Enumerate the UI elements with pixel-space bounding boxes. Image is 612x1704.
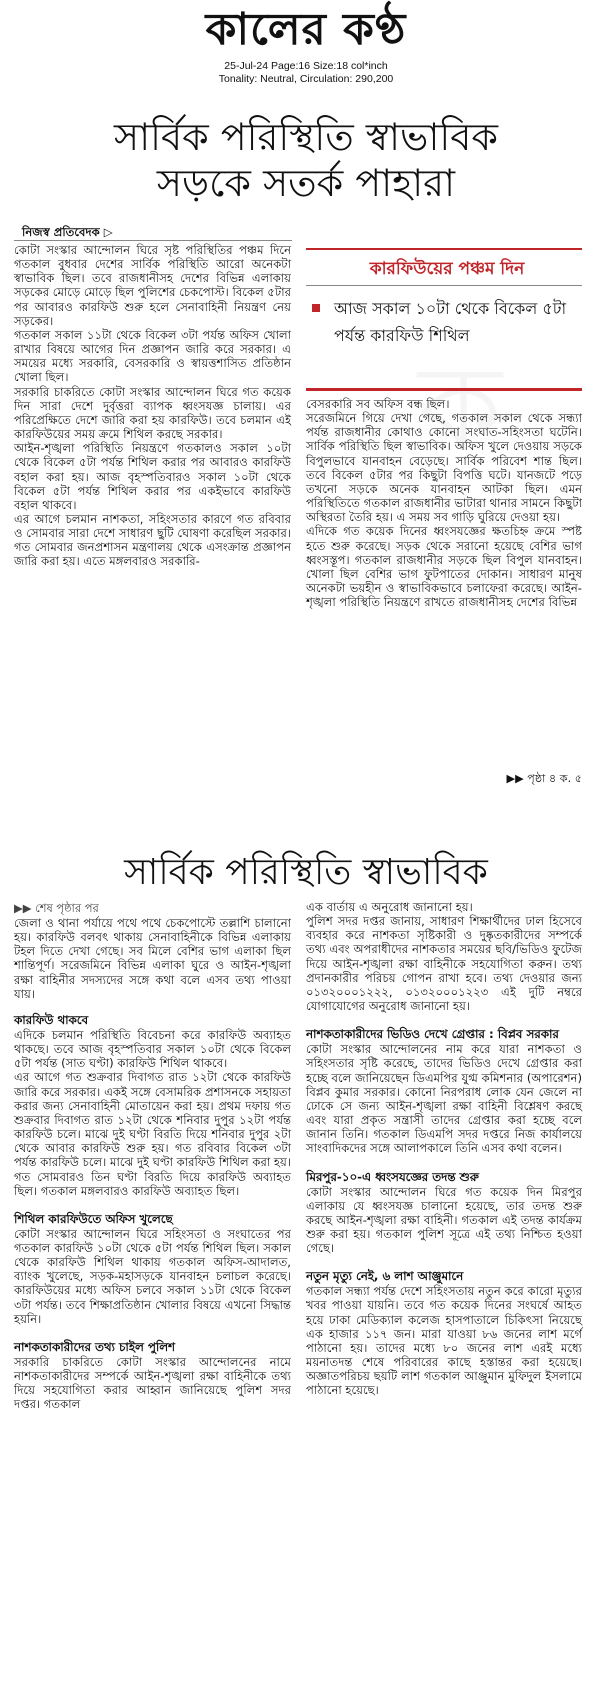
- subhead-police: নাশকতাকারীদের তথ্য চাইল পুলিশ: [14, 1339, 176, 1354]
- paragraph: জেলা ও থানা পর্যায়ে পথে পথে চেকপোস্টে তল্লাশি চালানো হয়। কারফিউ বলবৎ থাকায় সেনাবাহিনীকে বিভিন্ন এলাকায় টহল দিতে দেখা গেছে। সব মিলে বেশির ভাগ এলাকা ছিল শান্তিপূর্ণ। সরেজমিনে বিভিন্ন এলাকা ঘুরে ও আইন-শৃঙ্খলা রক্ষা বাহিনীর সদস্যদের সঙ্গে কথা বলে এসব তথ্য পাওয়া যায়।: [14, 916, 291, 1001]
- continuation-headline: সার্বিক পরিস্থিতি স্বাভাবিক: [124, 852, 488, 893]
- curfew-box-top-rule: [306, 248, 582, 250]
- headline-line-1: সার্বিক পরিস্থিতি স্বাভাবিক: [114, 115, 498, 159]
- clipping-meta-tonality: Tonality: Neutral, Circulation: 290,200: [218, 73, 394, 85]
- clipping-meta-date-size: 25-Jul-24 Page:16 Size:18 col*inch: [224, 60, 388, 72]
- paragraph: গতকাল সন্ধ্যা পর্যন্ত দেশে সহিংসতায় নতুন করে কারো মৃত্যুর খবর পাওয়া যায়নি। তবে গত কয়েক দিনের সংঘর্ষে আহত হয়ে ঢাকা মেডিক্যাল কলেজ হাসপাতালে চিকিৎসা নিয়েছে এক হাজার ১১৭ জন। মারা যাওয়া ৮৬ জনের লাশ মর্গে পাঠানো হয়। তাদের মধ্যে ৮০ জনের লাশ এরই মধ্যে ময়নাতদন্ত শেষে পরিবারের কাছে হস্তান্তর করা হয়েছে। অজ্ঞাতপরিচয় ছয়টি লাশ গতকাল আঞ্জুমান মুফিদুল ইসলামে পাঠানো হয়েছে।: [306, 1284, 582, 1398]
- byline: নিজস্ব প্রতিবেদক ▷: [22, 225, 113, 239]
- callout-bullet-icon: [312, 304, 320, 312]
- paragraph: কোটা সংস্কার আন্দোলন ঘিরে গত কয়েক দিন মিরপুর এলাকায় যে ধ্বংসযজ্ঞ চালানো হয়েছে, তার তদন্ত শুরু করছে আইন-শৃঙ্খলা রক্ষা বাহিনী। গতকাল এই তদন্ত কার্যক্রম শুরু করা হয়। গতকাল পুলিশ সূত্রে এই তথ্য নিশ্চিত হওয়া গেছে।: [306, 1184, 582, 1256]
- subhead-curfew: কারফিউ থাকবে: [14, 1012, 89, 1027]
- paragraph: কোটা সংস্কার আন্দোলনের নাম করে যারা নাশকতা ও সহিংসতার সৃষ্টি করেছে, তাদের ভিডিও দেখে গ্রেপ্তার করা হচ্ছে বলে জানিয়েছেন ডিএমপির যুগ্ম কমিশনার (অপারেশন) বিপ্লব কুমার সরকার। কোনো নিরপরাধ লোক যেন জেলে না ঢোকে সে জন্য আইন-শৃঙ্খলা রক্ষা বাহিনী বিশ্লেষণ করছে এবং যারা প্রকৃত সন্ত্রাসী তাদের গ্রেপ্তার করা হচ্ছে বলে জানান তিনি। গতকাল ডিএমপি সদর দপ্তরে নিজ কার্যালয়ে সাংবাদিকদের সঙ্গে আলাপকালে তিনি এসব কথা বলেন।: [306, 1042, 582, 1156]
- article-right-column: বেসরকারি সব অফিস বন্ধ ছিল। সরেজমিনে গিয়ে দেখা গেছে, গতকাল সকাল থেকে সন্ধ্যা পর্যন্ত রাজধানীর কোথাও কোনো সংঘাত-সহিংসতা ঘটেনি। সার্বিক পরিস্থিতি ছিল স্বাভাবিক। অফিস খুলে দেওয়ায় সড়কে বিপুলভাবে যানবাহন বেড়েছে। সার্বিক পরিবেশ শান্ত ছিল। তবে বিকেল ৫টার পর কিছুটা বিপত্তি ঘটে। যানজটে পড়ে তখনো সড়কে অনেক যানবাহন আটকা ছিল। এমন পরিস্থিতিতে গতকাল রাজধানীর ভাটারা থানার সামনে কিছুটা অস্থিরতা তৈরি হয়। এ সময় সব গাড়ি ঘুরিয়ে দেওয়া হয়। এদিকে গত কয়েক দিনের ধ্বংসযজ্ঞের ক্ষতচিহ্ন ক্রমে স্পষ্ট হতে শুরু করেছে। সড়ক থেকে সরানো হয়েছে বেশির ভাগ ধ্বংসস্তূপ। গতকাল রাজধানীর সড়কে ছিল বিপুল যানবাহন। খোলা ছিল বেশির ভাগ ফুটপাতের দোকান। সাধারণ মানুষ অনেকটা ভয়হীন ও স্বাভাবিকভাবে চলাফেরা করেছে। আইন-শৃঙ্খলা পরিস্থিতি নিয়ন্ত্রণে রাখতে রাজধানীসহ দেশের বিভিন্ন: [306, 397, 582, 610]
- continued-on-page-ref: ▶▶ পৃষ্ঠা ৪ ক. ৫: [506, 772, 582, 785]
- paragraph: সরকারি চাকরিতে কোটা সংস্কার আন্দোলনের নামে নাশকতাকারীদের সম্পর্কে আইন-শৃঙ্খলা রক্ষা বাহিনীকে তথ্য দিয়ে সহযোগিতা করার আহ্বান জানিয়েছে পুলিশ সদর দপ্তর। গতকাল: [14, 1354, 291, 1412]
- continuation-right-column: [306, 900, 582, 1398]
- curfew-box-divider: [306, 285, 582, 286]
- article-left-column: কোটা সংস্কার আন্দোলন ঘিরে সৃষ্ট পরিস্থিতির পঞ্চম দিনে গতকাল বুধবার দেশের সার্বিক পরিস্থিতি আরো অনেকটা স্বাভাবিক ছিল। তবে রাজধানীসহ দেশের বিভিন্ন এলাকায় সড়কের মোড়ে মোড়ে ছিল পুলিশের চেকপোস্ট। বিকেল ৫টার পর আবারও কারফিউ শুরু হলে সেনাবাহিনী নিয়ন্ত্রণ নেয় সড়কের। গতকাল সকাল ১১টা থেকে বিকেল ৩টা পর্যন্ত অফিস খোলা রাখার বিষয়ে আগের দিন প্রজ্ঞাপন জারি করে সরকার। এ সময়ের মধ্যে সরকারি, বেসরকারি ও স্বায়ত্তশাসিত প্রতিষ্ঠান খোলা ছিল। সরকারি চাকরিতে কোটা সংস্কার আন্দোলন ঘিরে গত কয়েক দিন সারা দেশে দুর্বৃত্তরা ব্যাপক ধ্বংসযজ্ঞ চালায়। এর পরিপ্রেক্ষিতে দেশে জারি করা হয় কারফিউ। তবে চলমান এই কারফিউয়ের সময় ক্রমে শিথিল করছে সরকার। আইন-শৃঙ্খলা পরিস্থিতি নিয়ন্ত্রণে গতকালও সকাল ১০টা থেকে বিকেল ৫টা পর্যন্ত শিথিল করার পর আবারও কারফিউ বহাল করা হয়। আজ বৃহস্পতিবারও সকাল ১০টা থেকে বিকেল ৫টা পর্যন্ত শিথিল করার পর একইভাবে কারফিউ বহাল থাকবে। এর আগে চলমান নাশকতা, সহিংসতার কারণে গত রবিবার ও সোমবার সারা দেশে সাধারণ ছুটি ঘোষণা করেছিল সরকার। গত সোমবার জনপ্রশাসন মন্ত্রণালয় থেকে এসংক্রান্ত প্রজ্ঞাপন জারি করা হয়। এতে মঙ্গলবারও সরকারি-: [14, 243, 291, 569]
- curfew-box-bottom-rule: [306, 388, 582, 391]
- masthead-logo: কালের কণ্ঠ: [205, 4, 407, 55]
- callout-text: আজ সকাল ১০টা থেকে বিকেল ৫টা পর্যন্ত কারফিউ শিথিল: [334, 299, 567, 345]
- continuation-left-column: [14, 916, 291, 1412]
- continued-from-ref: ▶▶ শেষ পৃষ্ঠার পর: [14, 901, 99, 915]
- byline-divider: [14, 240, 292, 241]
- curfew-day-label: কারফিউয়ের পঞ্চম দিন: [369, 259, 525, 279]
- paragraph: এদিকে চলমান পরিস্থিতি বিবেচনা করে কারফিউ অব্যাহত থাকছে। তবে আজ বৃহস্পতিবার সকাল ১০টা থেকে বিকেল ৫টা পর্যন্ত (সাত ঘণ্টা) কারফিউ শিথিল থাকবে। এর আগে গত শুক্রবার দিবাগত রাত ১২টা থেকে কারফিউ জারি করে সরকার। একই সঙ্গে বেসামরিক প্রশাসনকে সহায়তা করার জন্য সেনাবাহিনী মোতায়েন করা হয়। প্রথম দফায় গত শুক্রবার দিবাগত রাত ১২টা থেকে শনিবার দুপুর ১২টা পর্যন্ত কারফিউ চলে। মাঝে দুই ঘণ্টা বিরতি দিয়ে শনিবার দুপুর ২টা থেকে আবার কারফিউ শুরু হয়। গত রবিবার বিকেল ৩টা পর্যন্ত কারফিউ চলে। মাঝে দুই ঘণ্টা কারফিউ শিথিল করা হয়। গত সোমবারও তিন ঘণ্টা বিরতি দিয়ে কারফিউ অব্যাহত ছিল। গতকাল মঙ্গলবারও কারফিউ অব্যাহত ছিল।: [14, 1027, 291, 1198]
- subhead-video-arrest: নাশকতাকারীদের ভিডিও দেখে গ্রেপ্তার : বিপ্লব সরকার: [306, 1027, 559, 1042]
- headline-line-2: সড়কে সতর্ক পাহারা: [156, 161, 456, 205]
- subhead-no-new-death: নতুন মৃত্যু নেই, ৬ লাশ আঞ্জুমানে: [306, 1269, 464, 1284]
- subhead-mirpur: মিরপুর-১০-এ ধ্বংসযজ্ঞের তদন্ত শুরু: [306, 1169, 479, 1184]
- paragraph: কোটা সংস্কার আন্দোলন ঘিরে সহিংসতা ও সংঘাতের পর গতকাল কারফিউ ১০টা থেকে ৫টা পর্যন্ত শিথিল ছিল। সকাল থেকে কারফিউ শিথিল থাকায় গতকাল অফিস-আদালত, ব্যাংক খুলেছে, সড়ক-মহাসড়কে যানবাহন চলাচল করেছে। কারফিউয়ের মধ্যে অফিস চলবে সকাল ১১টা থেকে বিকেল ৩টা পর্যন্ত। তবে শিক্ষাপ্রতিষ্ঠান খোলার বিষয়ে এখনো সিদ্ধান্ত হয়নি।: [14, 1226, 291, 1326]
- subhead-offices: শিথিল কারফিউতে অফিস খুলেছে: [14, 1211, 173, 1226]
- paragraph: এক বার্তায় এ অনুরোধ জানানো হয়। পুলিশ সদর দপ্তর জানায়, সাধারণ শিক্ষার্থীদের ঢাল হিসেবে ব্যবহার করে নাশকতা সৃষ্টিকারী ও দুষ্কৃতকারীদের সম্পর্কে তথ্য এবং অপরাধীদের নাশকতার সময়ের ছবি/ভিডিও ফুটেজ দিয়ে আইন-শৃঙ্খলা রক্ষা বাহিনীকে সহযোগিতা করুন। তথ্য প্রদানকারীর পরিচয় গোপন রাখা হবে। তথ্য দেওয়ার জন্য ০১৩২০০০১২২২, ০১৩২০০০১২২৩ এই দুটি নম্বরে যোগাযোগের অনুরোধ জানানো হয়।: [306, 900, 582, 1014]
